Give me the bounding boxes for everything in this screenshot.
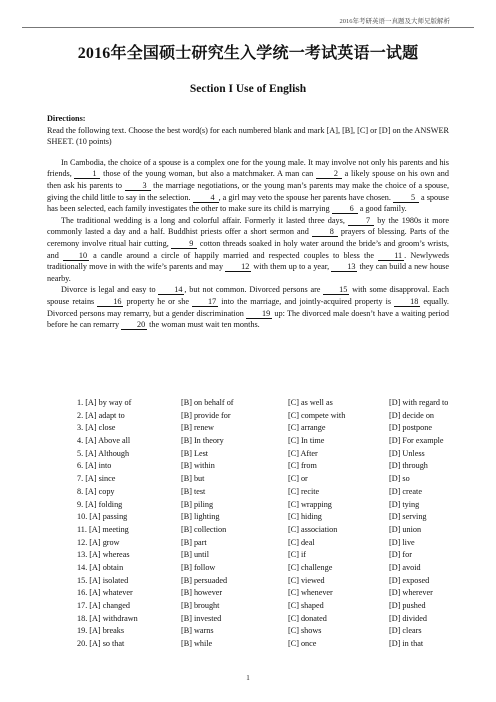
option-b: [B] provide for: [181, 410, 231, 420]
option-b: [B] renew: [181, 423, 214, 433]
option-c: [C] arrange: [288, 423, 326, 433]
blank-10: 10: [63, 252, 89, 261]
option-a: 12. [A] grow: [77, 537, 120, 547]
option-d: [D] wherever: [389, 588, 433, 598]
option-b: [B] while: [181, 639, 213, 649]
option-row: [77, 588, 459, 601]
passage-paragraph-2: The traditional wedding is a long and colorful affair. Formerly it lasted three days, 7 by the 1980s it more commonly lasted a day and a half. Buddhist priests offer a short sermon and 8 prayers of blessing. Parts of the ceremony involve ritual hair cutting, 9 cotton threads soaked in holy water around the bride’s and groom’s wrists, and 10 a candle around a circle of happily married and respected couples to bless the 11 . Newlyweds traditionally move in with the wife’s parents and may 12 with them up to a year, 13 they can build a new house nearby.: [47, 215, 450, 283]
option-d: [D] through: [389, 461, 428, 471]
option-d: [D] For example: [389, 436, 444, 446]
option-b: [B] In theory: [181, 436, 224, 446]
option-b: [B] but: [181, 474, 205, 484]
option-a: 11. [A] meeting: [77, 524, 129, 534]
option-a: 4. [A] Above all: [77, 436, 131, 446]
option-b: [B] brought: [181, 601, 220, 610]
option-b: [B] follow: [181, 562, 216, 572]
option-row: [77, 411, 459, 424]
option-row: [77, 449, 459, 462]
option-a: 9. [A] folding: [77, 499, 123, 509]
blank-6: 6: [332, 205, 358, 214]
blank-18: 18: [394, 298, 420, 307]
option-row: [77, 423, 459, 436]
option-c: [C] viewed: [288, 575, 325, 585]
option-b: [B] within: [181, 461, 215, 471]
option-d: [D] serving: [389, 512, 427, 522]
option-a: 16. [A] whatever: [77, 588, 133, 598]
option-row: [77, 550, 459, 563]
option-a: 14. [A] obtain: [77, 562, 124, 572]
option-c: [C] whenever: [288, 588, 333, 598]
header-divider: [22, 27, 474, 28]
option-row: [77, 474, 459, 487]
option-c: [C] deal: [288, 537, 315, 547]
blank-16: 16: [97, 298, 123, 307]
option-d: [D] avoid: [389, 562, 421, 572]
option-c: [C] hiding: [288, 512, 322, 522]
option-b: [B] piling: [181, 499, 214, 509]
option-b: [B] on behalf of: [181, 398, 234, 407]
option-row: [77, 500, 459, 513]
option-d: [D] Unless: [389, 448, 425, 458]
blank-9: 9: [171, 240, 197, 249]
option-row: [77, 525, 459, 538]
option-b: [B] part: [181, 537, 207, 547]
blank-12: 12: [225, 263, 251, 272]
section-heading: Section I Use of English: [189, 83, 307, 95]
option-row: [77, 398, 459, 411]
document-body: [47, 113, 449, 331]
option-d: [D] tying: [389, 499, 420, 509]
option-a: 8. [A] copy: [77, 486, 115, 496]
blank-4: 4: [193, 194, 219, 203]
option-c: [C] shows: [288, 626, 322, 636]
option-d: [D] divided: [389, 613, 427, 623]
option-a: 3. [A] close: [77, 423, 116, 433]
option-c: [C] challenge: [288, 562, 333, 572]
page-title: 2016年全国硕士研究生入学统一考试英语一试题: [77, 45, 419, 62]
option-a: 7. [A] since: [77, 474, 116, 484]
blank-5: 5: [393, 194, 419, 203]
option-a: 15. [A] isolated: [77, 575, 129, 585]
option-a: 2. [A] adapt to: [77, 410, 125, 420]
option-b: [B] warns: [181, 626, 214, 636]
option-b: [B] lighting: [181, 512, 220, 522]
blank-15: 15: [323, 286, 349, 295]
option-d: [D] live: [389, 537, 415, 547]
option-a: 19. [A] breaks: [77, 626, 125, 636]
option-b: [B] however: [181, 588, 223, 598]
option-b: [B] persuaded: [181, 575, 228, 585]
option-row: [77, 614, 459, 627]
directions-heading: Directions:: [47, 114, 86, 123]
blank-1: 1: [74, 170, 100, 179]
option-row: [77, 512, 459, 525]
option-row: [77, 639, 459, 652]
blank-11: 11: [378, 252, 404, 261]
option-b: [B] collection: [181, 524, 227, 534]
option-c: [C] donated: [288, 613, 327, 623]
passage-paragraph-3: Divorce is legal and easy to 14 , but not common. Divorced persons are 15 with some disapproval. Each spouse retains 16 property he or she 17 into the marriage, and jointly-acquired property is 18 equally. Divorced persons may remarry, but a gender discrimination 19 up: The divorced male doesn’t have a waiting period before he can remarry 20 the woman must wait ten months.: [47, 285, 449, 330]
option-c: [C] After: [288, 448, 318, 458]
blank-20: 20: [121, 321, 147, 330]
blank-13: 13: [331, 263, 357, 272]
option-b: [B] test: [181, 486, 206, 496]
blank-2: 2: [316, 170, 342, 179]
option-a: 17. [A] changed: [77, 601, 130, 610]
option-c: [C] or: [288, 474, 308, 484]
option-d: [D] postpone: [389, 423, 432, 433]
option-d: [D] union: [389, 524, 422, 534]
option-b: [B] Lest: [181, 448, 209, 458]
option-b: [B] until: [181, 550, 209, 560]
option-c: [C] from: [288, 461, 317, 471]
option-a: 18. [A] withdrawn: [77, 613, 138, 623]
option-a: 20. [A] so that: [77, 639, 125, 649]
directions-text: Read the following text. Choose the best word(s) for each numbered blank and mark [A], [B], [C] or [D] on the ANSWER SHEET. (10 points): [47, 125, 449, 147]
options-table: [77, 398, 459, 652]
option-c: [C] compete with: [288, 410, 346, 420]
option-c: [C] shaped: [288, 601, 324, 610]
option-a: 6. [A] into: [77, 461, 112, 471]
option-b: [B] invested: [181, 613, 222, 623]
blank-8: 8: [312, 228, 338, 237]
option-d: [D] for: [389, 550, 412, 560]
option-row: [77, 601, 459, 614]
option-a: 13. [A] whereas: [77, 550, 130, 560]
blank-3: 3: [125, 182, 151, 191]
option-row: [77, 538, 459, 551]
option-row: [77, 461, 459, 474]
option-a: 1. [A] by way of: [77, 398, 132, 407]
option-c: [C] as well as: [288, 398, 333, 407]
option-row: [77, 487, 459, 500]
option-c: [C] once: [288, 639, 317, 649]
blank-14: 14: [158, 286, 184, 295]
blank-19: 19: [246, 310, 272, 319]
option-row: [77, 576, 459, 589]
option-d: [D] exposed: [389, 575, 430, 585]
blank-7: 7: [348, 217, 374, 226]
option-d: [D] clears: [389, 626, 422, 636]
option-c: [C] if: [288, 550, 306, 560]
option-d: [D] create: [389, 486, 422, 496]
passage-paragraph-1: In Cambodia, the choice of a spouse is a complex one for the young male. It may involve not only his parents and his friends, 1 those of the young woman, but also a matchmaker. A man can 2 a likely spouse on his own and then ask his parents to 3 the marriage negotiations, or the young man’s parents may make the choice of a spouse, giving the child little to say in the selection. 4 , a girl may veto the spouse her parents have chosen. 5 a spouse has been selected, each family investigates the other to make sure its child is marrying 6 a good family.: [47, 157, 450, 214]
option-c: [C] association: [288, 524, 338, 534]
option-a: 10. [A] passing: [77, 512, 128, 522]
option-c: [C] In time: [288, 436, 325, 446]
blank-17: 17: [192, 298, 218, 307]
option-a: 5. [A] Although: [77, 448, 130, 458]
option-d: [D] decide on: [389, 410, 435, 420]
page-number: 1: [246, 674, 250, 682]
option-d: [D] pushed: [389, 601, 426, 610]
option-d: [D] in that: [389, 639, 424, 649]
option-c: [C] recite: [288, 486, 320, 496]
option-c: [C] wrapping: [288, 499, 332, 509]
option-row: [77, 563, 459, 576]
running-header: 2016年考研英语一真题及大师兄版解析: [339, 18, 450, 25]
option-d: [D] with regard to: [389, 398, 449, 407]
option-d: [D] so: [389, 474, 410, 484]
option-row: [77, 436, 459, 449]
option-row: [77, 626, 459, 639]
